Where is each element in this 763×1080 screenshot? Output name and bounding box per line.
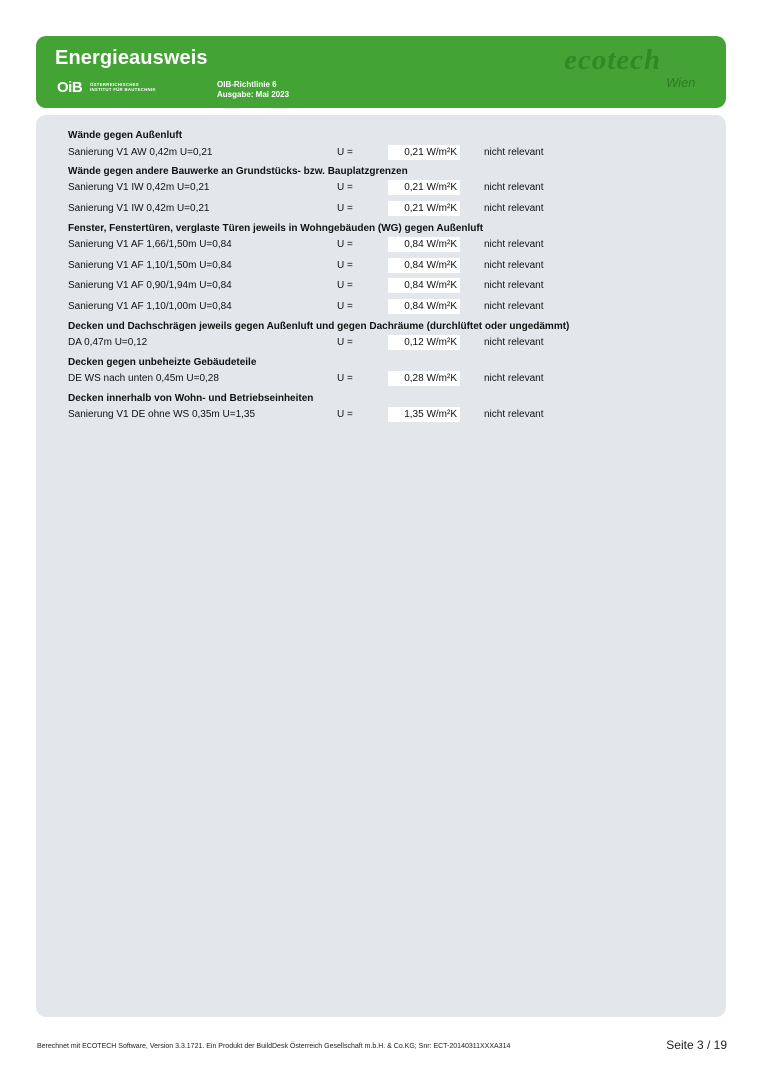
u-label: U =	[337, 260, 353, 271]
relevance-status: nicht relevant	[484, 337, 544, 348]
component-name: Sanierung V1 AF 1,66/1,50m U=0,84	[68, 239, 232, 250]
relevance-status: nicht relevant	[484, 409, 544, 420]
oib-logo-line1: ÖSTERREICHISCHES	[90, 82, 139, 87]
page-title: Energieausweis	[55, 47, 208, 69]
table-row	[36, 260, 726, 274]
u-label: U =	[337, 147, 353, 158]
u-value: 0,12 W/m²K	[388, 335, 460, 350]
u-value: 0,28 W/m²K	[388, 371, 460, 386]
section-title: Wände gegen andere Bauwerke an Grundstücks- bzw. Bauplatzgrenzen	[68, 166, 408, 177]
guideline-edition: Ausgabe: Mai 2023	[217, 90, 290, 99]
relevance-status: nicht relevant	[484, 182, 544, 193]
oib-logo-subtitle	[90, 82, 156, 92]
u-value: 0,21 W/m²K	[388, 145, 460, 160]
table-row	[36, 409, 726, 423]
component-name: DE WS nach unten 0,45m U=0,28	[68, 373, 219, 384]
relevance-status: nicht relevant	[484, 239, 544, 250]
u-value: 0,21 W/m²K	[388, 201, 460, 216]
oib-logo-letters: OiB	[57, 79, 83, 96]
table-row	[36, 239, 726, 253]
table-row	[36, 301, 726, 315]
u-label: U =	[337, 301, 353, 312]
component-name: Sanierung V1 AF 1,10/1,50m U=0,84	[68, 260, 232, 271]
footer-text: Berechnet mit ECOTECH Software, Version 3.3.1721. Ein Produkt der BuildDesk Österreich Gesellschaft m.b.H. & Co.KG; Snr: ECT-20140311XXXA314	[37, 1043, 511, 1050]
component-name: Sanierung V1 AF 1,10/1,00m U=0,84	[68, 301, 232, 312]
relevance-status: nicht relevant	[484, 260, 544, 271]
section-title: Fenster, Fenstertüren, verglaste Türen jeweils in Wohngebäuden (WG) gegen Außenluft	[68, 223, 484, 234]
relevance-status: nicht relevant	[484, 301, 544, 312]
component-name: Sanierung V1 IW 0,42m U=0,21	[68, 182, 210, 193]
ecotech-logo: ecotech	[564, 44, 662, 76]
section-title: Decken innerhalb von Wohn- und Betriebseinheiten	[68, 393, 314, 404]
section-title: Decken gegen unbeheizte Gebäudeteile	[68, 357, 257, 368]
table-row	[36, 373, 726, 387]
relevance-status: nicht relevant	[484, 203, 544, 214]
u-label: U =	[337, 337, 353, 348]
table-row	[36, 337, 726, 351]
section-title: Decken und Dachschrägen jeweils gegen Außenluft und gegen Dachräume (durchlüftet oder ungedämmt)	[68, 321, 570, 332]
header-bar	[36, 36, 726, 108]
u-value: 0,84 W/m²K	[388, 299, 460, 314]
u-value: 0,84 W/m²K	[388, 258, 460, 273]
component-name: Sanierung V1 AF 0,90/1,94m U=0,84	[68, 280, 232, 291]
guideline-name: OIB-Richtlinie 6	[217, 80, 277, 89]
u-label: U =	[337, 280, 353, 291]
u-label: U =	[337, 373, 353, 384]
section-title: Wände gegen Außenluft	[68, 130, 183, 141]
relevance-status: nicht relevant	[484, 280, 544, 291]
guideline-info	[217, 80, 289, 100]
u-label: U =	[337, 182, 353, 193]
component-name: DA 0,47m U=0,12	[68, 337, 148, 348]
u-value: 0,84 W/m²K	[388, 278, 460, 293]
content-panel	[36, 115, 726, 1017]
component-name: Sanierung V1 DE ohne WS 0,35m U=1,35	[68, 409, 256, 420]
table-row	[36, 147, 726, 161]
u-value: 0,21 W/m²K	[388, 180, 460, 195]
u-label: U =	[337, 239, 353, 250]
u-label: U =	[337, 409, 353, 420]
table-row	[36, 182, 726, 196]
u-value: 0,84 W/m²K	[388, 237, 460, 252]
page-number: Seite 3 / 19	[666, 1038, 727, 1052]
ecotech-city: Wien	[666, 75, 696, 90]
u-label: U =	[337, 203, 353, 214]
oib-logo	[57, 79, 177, 97]
table-row	[36, 280, 726, 294]
component-name: Sanierung V1 IW 0,42m U=0,21	[68, 203, 210, 214]
table-row	[36, 203, 726, 217]
component-name: Sanierung V1 AW 0,42m U=0,21	[68, 147, 213, 158]
oib-logo-line2: INSTITUT FÜR BAUTECHNIK	[90, 87, 156, 92]
u-value: 1,35 W/m²K	[388, 407, 460, 422]
relevance-status: nicht relevant	[484, 147, 544, 158]
relevance-status: nicht relevant	[484, 373, 544, 384]
